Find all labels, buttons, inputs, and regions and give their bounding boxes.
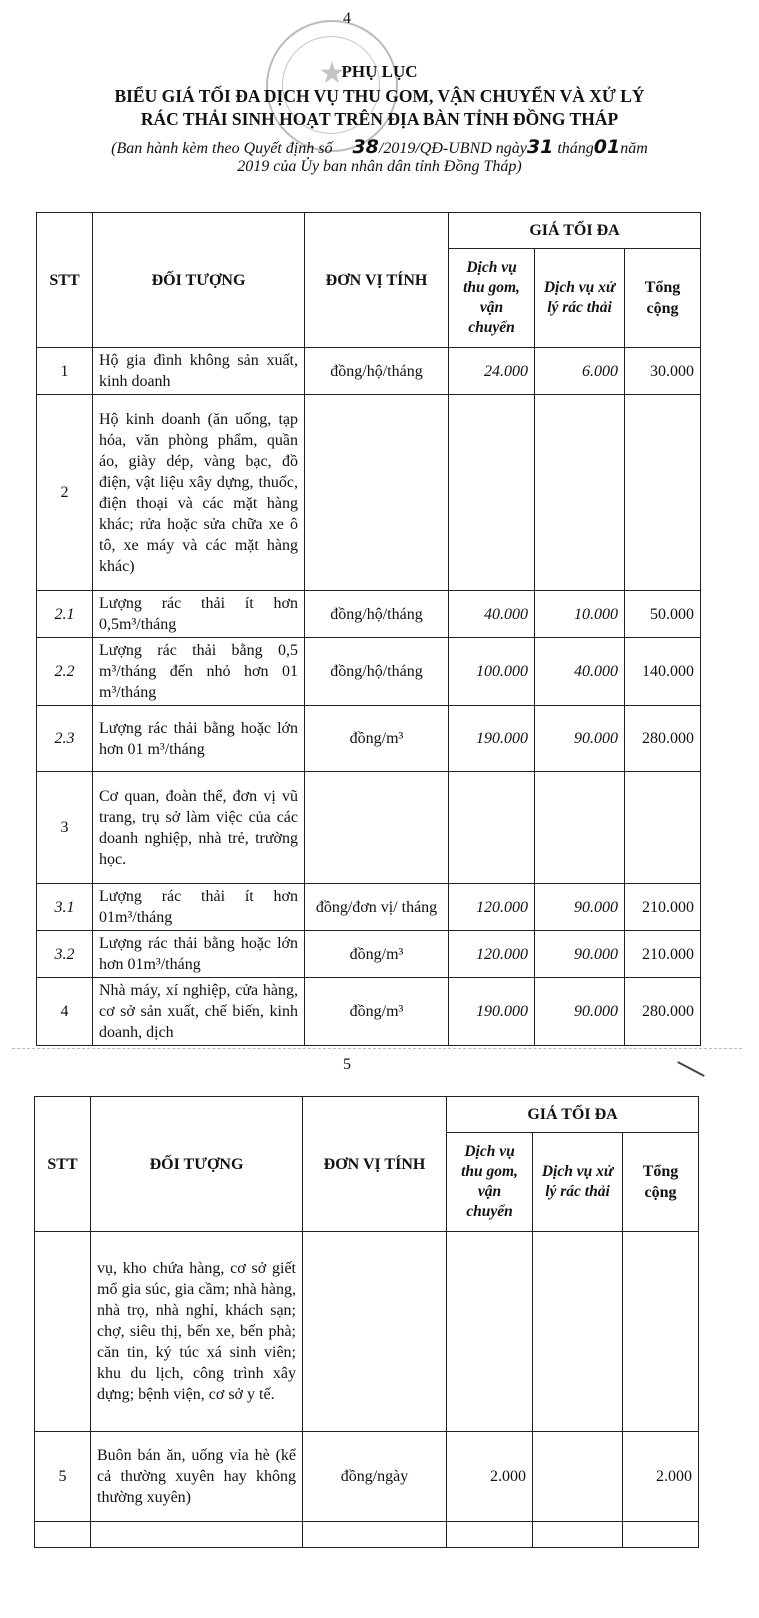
header-xu-ly: Dịch vụ xử lý rác thải (533, 1133, 623, 1232)
row-thu-gom: 40.000 (449, 591, 535, 638)
row-xu-ly: 90.000 (535, 931, 625, 978)
row-thu-gom: 120.000 (449, 884, 535, 931)
row-don-vi: đồng/hộ/tháng (305, 591, 449, 638)
table-row (37, 591, 701, 638)
row-don-vi: đồng/hộ/tháng (305, 348, 449, 395)
row-xu-ly (533, 1232, 623, 1432)
row-xu-ly (535, 772, 625, 884)
table-row (37, 931, 701, 978)
decision-day: 31 (526, 136, 554, 158)
row-doi-tuong: Cơ quan, đoàn thể, đơn vị vũ trang, trụ sở làm việc của các doanh nghiệp, nhà trẻ, trường học. (93, 772, 305, 884)
row-tong (625, 395, 701, 591)
row-stt: 4 (37, 978, 93, 1046)
row-thu-gom: 190.000 (449, 978, 535, 1046)
table-row (35, 1522, 699, 1548)
issuance-text-a: (Ban hành kèm theo Quyết định số (111, 140, 333, 157)
issuance-text-b: /2019/QĐ-UBND ngày (378, 140, 527, 157)
row-tong: 50.000 (625, 591, 701, 638)
header-gia-toi-da: GIÁ TỐI ĐA (449, 213, 701, 249)
row-xu-ly: 10.000 (535, 591, 625, 638)
row-thu-gom (447, 1232, 533, 1432)
row-thu-gom: 190.000 (449, 706, 535, 772)
row-xu-ly: 40.000 (535, 638, 625, 706)
table-row (37, 772, 701, 884)
header-doi-tuong: ĐỐI TƯỢNG (91, 1097, 303, 1232)
row-xu-ly (533, 1432, 623, 1522)
header-row-top (37, 213, 701, 249)
row-tong (623, 1522, 699, 1548)
row-thu-gom (449, 395, 535, 591)
row-doi-tuong: Lượng rác thải bằng 0,5 m³/tháng đến nhỏ hơn 01 m³/tháng (93, 638, 305, 706)
row-don-vi (303, 1522, 447, 1548)
table-row (35, 1232, 699, 1432)
row-tong: 210.000 (625, 931, 701, 978)
row-don-vi: đồng/hộ/tháng (305, 638, 449, 706)
row-xu-ly (533, 1522, 623, 1548)
table-row (37, 978, 701, 1046)
header-xu-ly: Dịch vụ xử lý rác thải (535, 249, 625, 348)
row-tong (623, 1232, 699, 1432)
row-stt (35, 1232, 91, 1432)
seal-star-icon: ★ (318, 57, 346, 90)
row-thu-gom: 2.000 (447, 1432, 533, 1522)
row-doi-tuong: Hộ gia đình không sản xuất, kinh doanh (93, 348, 305, 395)
row-don-vi: đồng/ngày (303, 1432, 447, 1522)
row-tong: 2.000 (623, 1432, 699, 1522)
row-doi-tuong: vụ, kho chứa hàng, cơ sở giết mổ gia súc, gia cầm; nhà hàng, nhà trọ, nhà nghỉ, khách sạn; chợ, siêu thị, bến xe, bến phà; căn tin, ký túc xá sinh viên; khu du lịch, công trình xây dựng; bệnh viện, cơ sở y tế. (91, 1232, 303, 1432)
row-stt: 5 (35, 1432, 91, 1522)
page-number: 5 (343, 1056, 351, 1073)
row-tong: 280.000 (625, 706, 701, 772)
page-number: 4 (343, 10, 351, 27)
row-doi-tuong: Buôn bán ăn, uống vỉa hè (kể cả thường xuyên hay không thường xuyên) (91, 1432, 303, 1522)
row-doi-tuong: Lượng rác thải ít hơn 01m³/tháng (93, 884, 305, 931)
issuance-text-d: năm (620, 140, 648, 157)
table-row (37, 348, 701, 395)
row-don-vi (305, 395, 449, 591)
header-thu-gom: Dịch vụ thu gom, vận chuyển (447, 1133, 533, 1232)
header-don-vi: ĐƠN VỊ TÍNH (305, 213, 449, 348)
header-thu-gom: Dịch vụ thu gom, vận chuyển (449, 249, 535, 348)
issuance-note-line1 (0, 136, 759, 158)
row-thu-gom: 24.000 (449, 348, 535, 395)
header-don-vi: ĐƠN VỊ TÍNH (303, 1097, 447, 1232)
appendix-title: PHỤ LỤC (341, 62, 418, 81)
price-table-page5 (34, 1096, 699, 1548)
row-xu-ly: 6.000 (535, 348, 625, 395)
row-doi-tuong: Lượng rác thải bằng hoặc lớn hơn 01m³/tháng (93, 931, 305, 978)
row-don-vi: đồng/m³ (305, 978, 449, 1046)
scan-mark (677, 1061, 704, 1077)
row-stt: 3 (37, 772, 93, 884)
row-thu-gom (449, 772, 535, 884)
row-tong: 30.000 (625, 348, 701, 395)
row-tong (625, 772, 701, 884)
row-don-vi: đồng/m³ (305, 931, 449, 978)
row-stt: 2.1 (37, 591, 93, 638)
row-don-vi: đồng/m³ (305, 706, 449, 772)
row-doi-tuong: Hộ kinh doanh (ăn uống, tạp hóa, văn phòng phẩm, quần áo, giày dép, vàng bạc, đồ điện, vật liệu xây dựng, thuốc, điện thoại và các mặt hàng khác; rửa hoặc sửa chữa xe ô tô, xe máy và các mặt hàng khác) (93, 395, 305, 591)
row-xu-ly: 90.000 (535, 884, 625, 931)
table-row (37, 395, 701, 591)
row-stt: 2.2 (37, 638, 93, 706)
doc-title-line1: BIỂU GIÁ TỐI ĐA DỊCH VỤ THU GOM, VẬN CHUYỂN VÀ XỬ LÝ (114, 86, 645, 106)
page-divider (12, 1048, 742, 1049)
header-gia-toi-da: GIÁ TỐI ĐA (447, 1097, 699, 1133)
table-row (37, 706, 701, 772)
header-row-top (35, 1097, 699, 1133)
header-tong: Tổng cộng (623, 1133, 699, 1232)
row-stt: 1 (37, 348, 93, 395)
decision-number: 38 (352, 136, 379, 158)
row-doi-tuong: Lượng rác thải ít hơn 0,5m³/tháng (93, 591, 305, 638)
row-xu-ly (535, 395, 625, 591)
table-row (37, 884, 701, 931)
row-stt: 3.2 (37, 931, 93, 978)
header-stt: STT (37, 213, 93, 348)
row-stt (35, 1522, 91, 1548)
row-don-vi (305, 772, 449, 884)
header-doi-tuong: ĐỐI TƯỢNG (93, 213, 305, 348)
row-thu-gom: 120.000 (449, 931, 535, 978)
decision-month: 01 (593, 136, 621, 158)
header-stt: STT (35, 1097, 91, 1232)
row-don-vi (303, 1232, 447, 1432)
row-doi-tuong (91, 1522, 303, 1548)
row-tong: 140.000 (625, 638, 701, 706)
row-tong: 210.000 (625, 884, 701, 931)
row-stt: 2.3 (37, 706, 93, 772)
row-don-vi: đồng/đơn vị/ tháng (305, 884, 449, 931)
row-doi-tuong: Nhà máy, xí nghiệp, cửa hàng, cơ sở sản xuất, chế biến, kinh doanh, dịch (93, 978, 305, 1046)
table-row (37, 638, 701, 706)
header-tong: Tổng cộng (625, 249, 701, 348)
issuance-note-line2: 2019 của Ủy ban nhân dân tỉnh Đồng Tháp) (237, 158, 522, 175)
price-table-page4 (36, 212, 701, 1046)
row-thu-gom: 100.000 (449, 638, 535, 706)
row-stt: 3.1 (37, 884, 93, 931)
row-xu-ly: 90.000 (535, 978, 625, 1046)
row-thu-gom (447, 1522, 533, 1548)
row-stt: 2 (37, 395, 93, 591)
row-doi-tuong: Lượng rác thải bằng hoặc lớn hơn 01 m³/tháng (93, 706, 305, 772)
doc-title-line2: RÁC THẢI SINH HOẠT TRÊN ĐỊA BÀN TỈNH ĐỒNG THÁP (140, 109, 619, 129)
row-tong: 280.000 (625, 978, 701, 1046)
issuance-text-c: tháng (557, 140, 594, 157)
table-row (35, 1432, 699, 1522)
row-xu-ly: 90.000 (535, 706, 625, 772)
